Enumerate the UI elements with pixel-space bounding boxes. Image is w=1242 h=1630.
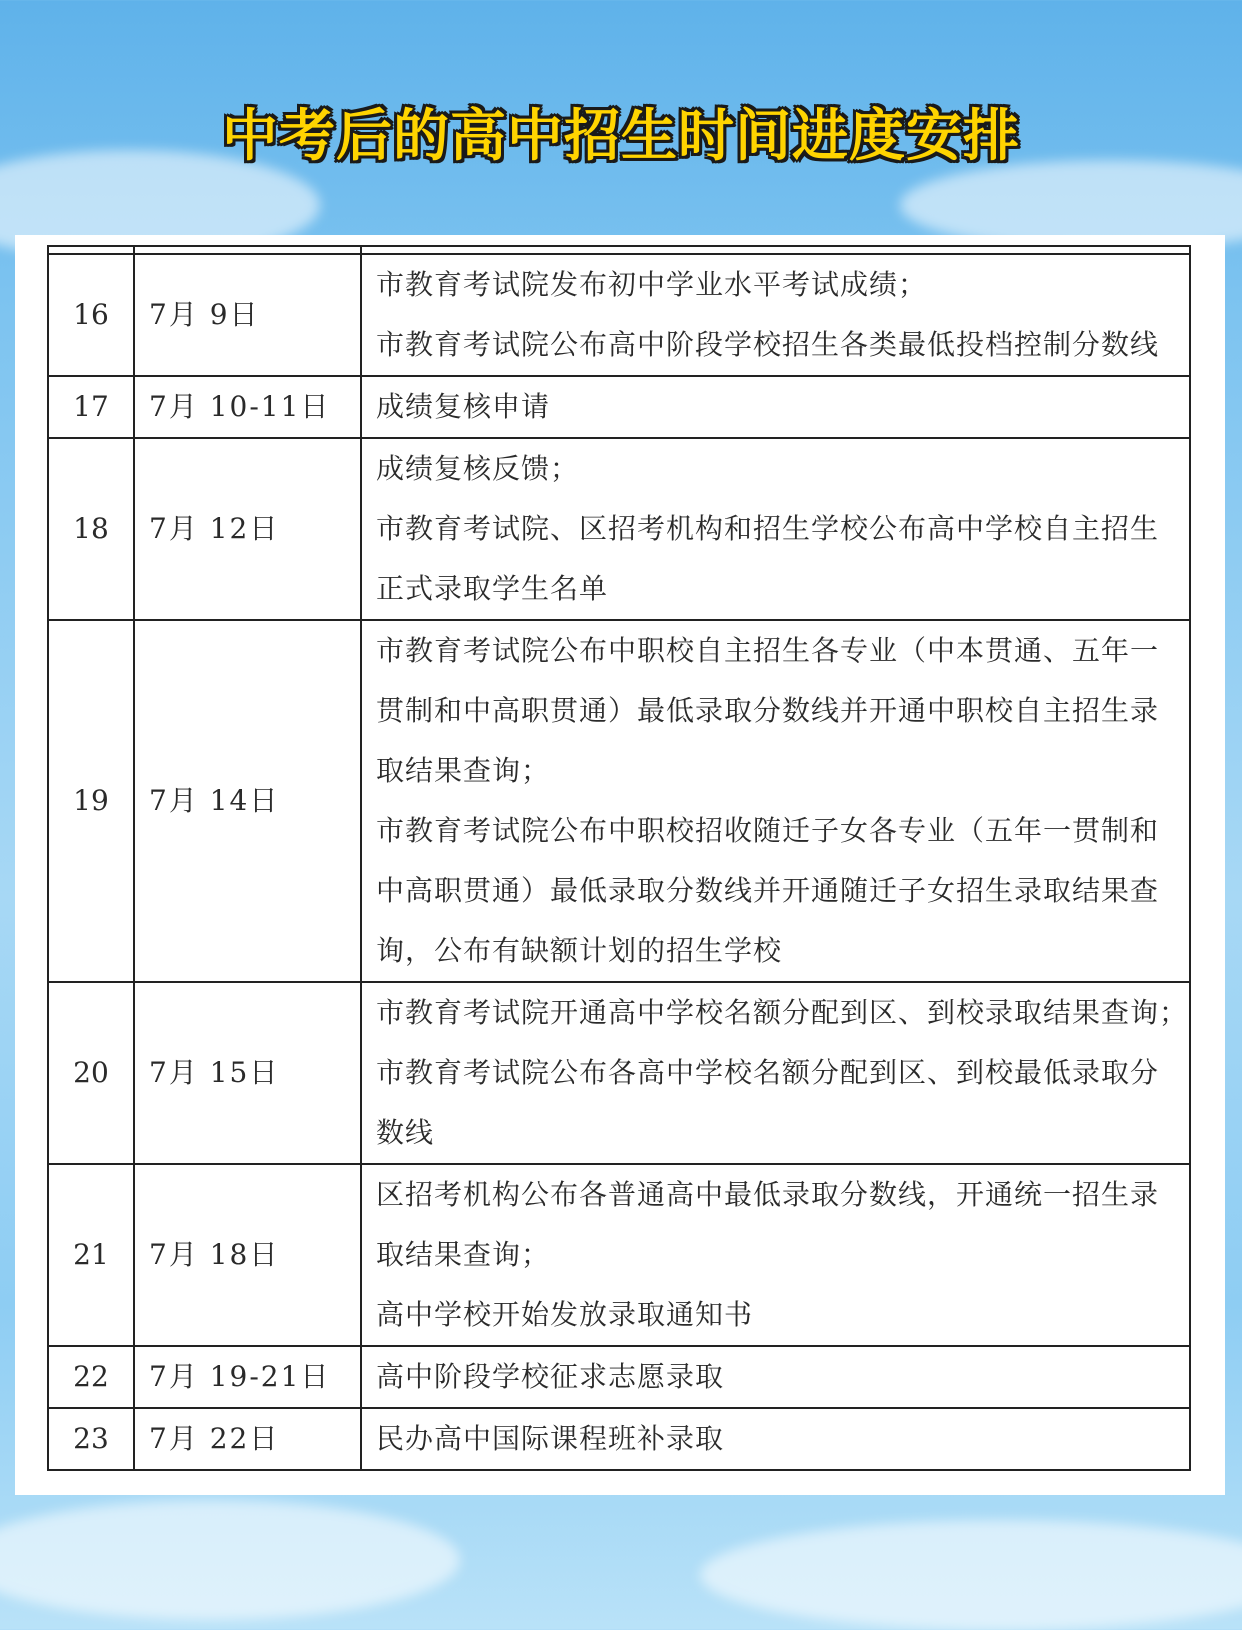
description-line: 贯制和中高职贯通）最低录取分数线并开通中职校自主招生录 <box>376 694 1160 727</box>
table-row <box>48 376 1190 438</box>
schedule-table <box>47 245 1191 1471</box>
row-number: 16 <box>48 254 134 376</box>
row-date: 7月 15日 <box>134 982 361 1164</box>
table-row <box>48 1164 1190 1346</box>
row-date: 7月 22日 <box>134 1408 361 1470</box>
row-description <box>361 1346 1190 1408</box>
row-number: 22 <box>48 1346 134 1408</box>
description-line: 市教育考试院发布初中学业水平考试成绩； <box>376 268 928 301</box>
description-line: 市教育考试院公布各高中学校名额分配到区、到校最低录取分 <box>376 1056 1160 1089</box>
row-description <box>361 254 1190 376</box>
description-line: 民办高中国际课程班补录取 <box>376 1422 725 1455</box>
row-date: 7月 14日 <box>134 620 361 982</box>
table-row <box>48 438 1190 620</box>
table-row <box>48 620 1190 982</box>
row-date: 7月 19-21日 <box>134 1346 361 1408</box>
table-row <box>48 1408 1190 1470</box>
row-date: 7月 10-11日 <box>134 376 361 438</box>
description-line: 高中学校开始发放录取通知书 <box>376 1298 754 1331</box>
row-number: 17 <box>48 376 134 438</box>
description-line: 询，公布有缺额计划的招生学校 <box>376 934 783 967</box>
document-page <box>15 235 1225 1495</box>
row-date: 7月 12日 <box>134 438 361 620</box>
table-row <box>48 982 1190 1164</box>
description-line: 成绩复核申请 <box>376 390 551 423</box>
description-line: 高中阶段学校征求志愿录取 <box>376 1360 725 1393</box>
row-description <box>361 982 1190 1164</box>
description-line: 市教育考试院、区招考机构和招生学校公布高中学校自主招生 <box>376 512 1160 545</box>
table-row <box>48 254 1190 376</box>
row-description <box>361 1164 1190 1346</box>
row-number: 20 <box>48 982 134 1164</box>
row-description <box>361 438 1190 620</box>
row-number: 23 <box>48 1408 134 1470</box>
row-number: 19 <box>48 620 134 982</box>
schedule-table-body <box>48 246 1190 1470</box>
cloud-decoration <box>700 1520 1242 1630</box>
cloud-decoration <box>0 1500 460 1620</box>
description-line: 取结果查询； <box>376 1238 551 1271</box>
description-line: 取结果查询； <box>376 754 551 787</box>
description-line: 市教育考试院开通高中学校名额分配到区、到校录取结果查询； <box>376 996 1189 1029</box>
row-description <box>361 1408 1190 1470</box>
description-line: 数线 <box>376 1116 435 1149</box>
description-line: 市教育考试院公布中职校自主招生各专业（中本贯通、五年一 <box>376 634 1160 667</box>
description-line: 正式录取学生名单 <box>376 572 609 605</box>
description-line: 区招考机构公布各普通高中最低录取分数线，开通统一招生录 <box>376 1178 1160 1211</box>
row-description <box>361 620 1190 982</box>
description-line: 中高职贯通）最低录取分数线并开通随迁子女招生录取结果查 <box>376 874 1160 907</box>
description-line: 市教育考试院公布高中阶段学校招生各类最低投档控制分数线 <box>376 328 1160 361</box>
row-number: 18 <box>48 438 134 620</box>
description-line: 市教育考试院公布中职校招收随迁子女各专业（五年一贯制和 <box>376 814 1160 847</box>
table-row <box>48 1346 1190 1408</box>
row-date: 7月 9日 <box>134 254 361 376</box>
page-title: 中考后的高中招生时间进度安排 <box>222 104 1020 169</box>
row-description <box>361 376 1190 438</box>
row-date: 7月 18日 <box>134 1164 361 1346</box>
description-line: 成绩复核反馈； <box>376 452 580 485</box>
table-row-stub <box>48 246 1190 254</box>
row-number: 21 <box>48 1164 134 1346</box>
